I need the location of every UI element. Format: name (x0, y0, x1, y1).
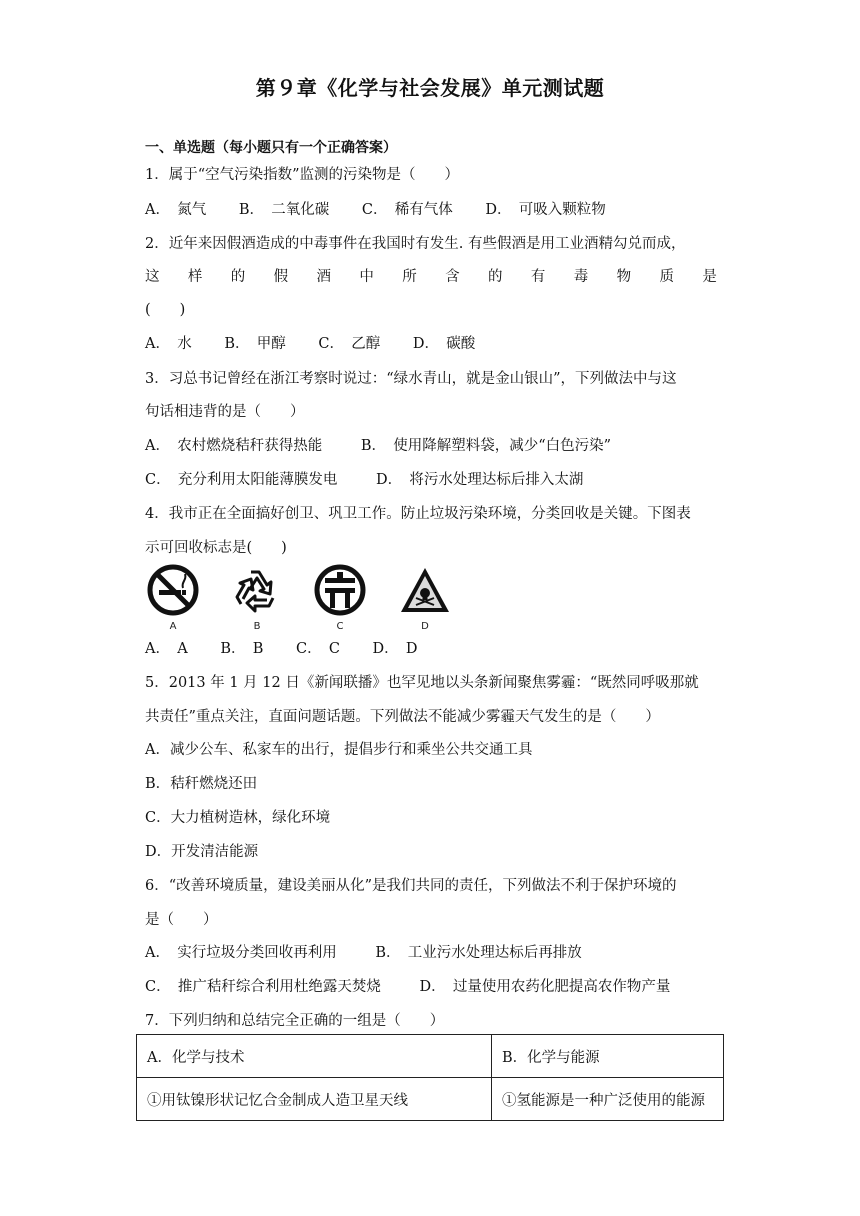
q3-option-d: D． 将污水处理达标后排入太湖 (375, 472, 584, 488)
q2-char: 毒 (573, 269, 589, 285)
q3-line2: 句话相违背的是（ ） (145, 404, 305, 420)
q2-options (145, 332, 475, 353)
no-smoking-icon (145, 562, 201, 618)
sign-b (229, 562, 285, 632)
q2-char: 质 (659, 269, 674, 285)
q1-option-c: C． 稀有气体 (361, 202, 453, 218)
toxic-warning-icon (397, 562, 453, 618)
q5-line2: 共责任”重点关注，直面问题话题。下列做法不能减少雾霾天气发生的是（ ） (145, 709, 660, 725)
q4-line1: 4．我市正在全面搞好创卫、巩卫工作。防止垃圾污染环境，分类回收是关键。下图表 (145, 506, 691, 522)
q4-option-c: C． C (295, 641, 340, 657)
sign-a (145, 562, 201, 632)
q6-option-d: D． 过量使用农药化肥提高农作物产量 (419, 979, 671, 995)
q3-option-a: A． 农村燃烧秸秆获得热能 (145, 438, 323, 454)
q2-option-a: A． 水 (145, 336, 192, 352)
q6-line2: 是（ ） (145, 912, 218, 928)
q2-char: 物 (616, 269, 632, 285)
sign-label-a: A (169, 621, 177, 632)
q2-char: 的 (488, 269, 503, 285)
q2-char: 样 (187, 269, 203, 285)
q5-option-b: B．秸秆燃烧还田 (145, 776, 258, 792)
q6-options-row2 (145, 975, 670, 996)
section-heading: 一、单选题（每小题只有一个正确答案） (145, 140, 397, 156)
q3-options-row2 (145, 468, 583, 489)
sign-label-d: D (421, 621, 429, 632)
table-cell: ①用钛镍形状记忆合金制成人造卫星天线 (137, 1078, 492, 1121)
q6-option-c: C． 推广秸秆综合利用杜绝露天焚烧 (145, 979, 381, 995)
q3-line1: 3．习总书记曾经在浙江考察时说过：“绿水青山，就是金山银山”，下列做法中与这 (145, 371, 677, 387)
q6-option-b: B． 工业污水处理达标后再排放 (375, 945, 582, 961)
q1-stem: 1．属于“空气污染指数”监测的污染物是（ ） (145, 167, 460, 183)
q2-option-d: D． 碳酸 (412, 336, 476, 352)
q4-options (145, 637, 418, 658)
page-title: 第９章《化学与社会发展》单元测试题 (255, 76, 605, 100)
q2-char: 是 (702, 269, 717, 285)
q6-line1: 6．“改善环境质量，建设美丽从化”是我们共同的责任，下列做法不利于保护环境的 (145, 878, 677, 894)
q5-option-a: A．减少公车、私家车的出行，提倡步行和乘坐公共交通工具 (145, 742, 533, 758)
table-row (137, 1035, 724, 1078)
q2-char: 的 (230, 269, 246, 285)
q4-option-d: D． D (372, 641, 418, 657)
q5-option-c: C．大力植树造林，绿化环境 (145, 810, 331, 826)
sign-d (397, 562, 453, 632)
table-cell: ①氢能源是一种广泛使用的能源 (492, 1078, 724, 1121)
q4-option-b: B． B (220, 641, 264, 657)
q7-table (136, 1034, 724, 1121)
water-saving-icon (312, 562, 368, 618)
table-row (137, 1078, 724, 1121)
q5-option-d: D．开发清洁能源 (145, 844, 259, 860)
q4-line2: 示可回收标志是( ) (145, 540, 287, 556)
q3-options-row1 (145, 434, 611, 455)
q2-char: 这 (145, 269, 160, 285)
q5-line1: 5．2013 年 1 月 12 日《新闻联播》也罕见地以头条新闻聚焦雾霾：“既然同呼吸那就 (145, 675, 699, 691)
q6-options-row1 (145, 941, 582, 962)
sign-c (312, 562, 368, 632)
q2-char: 假 (273, 269, 289, 285)
q2-char: 酒 (316, 269, 331, 285)
sign-label-c: C (336, 621, 344, 632)
q1-option-d: D． 可吸入颗粒物 (485, 202, 606, 218)
q4-option-a: A． A (145, 641, 188, 657)
table-cell: B．化学与能源 (492, 1035, 724, 1078)
q7-stem: 7．下列归纳和总结完全正确的一组是（ ） (145, 1013, 445, 1029)
q2-char: 含 (445, 269, 460, 285)
q2-option-b: B． 甲醇 (224, 336, 286, 352)
q3-option-b: B． 使用降解塑料袋，减少“白色污染” (360, 438, 612, 454)
q2-char: 中 (359, 269, 374, 285)
q2-line3: ( ) (145, 302, 186, 318)
q1-option-b: B． 二氧化碳 (238, 202, 330, 218)
recycle-icon (229, 562, 285, 618)
q3-option-c: C． 充分利用太阳能薄膜发电 (145, 472, 338, 488)
q6-option-a: A． 实行垃圾分类回收再利用 (145, 945, 337, 961)
q2-option-c: C． 乙醇 (318, 336, 381, 352)
q1-options (145, 198, 606, 219)
table-cell: A．化学与技术 (137, 1035, 492, 1078)
q2-char: 有 (530, 269, 546, 285)
q2-line1: 2．近年来因假酒造成的中毒事件在我国时有发生. 有些假酒是用工业酒精勾兑而成， (145, 236, 686, 252)
q1-option-a: A． 氮气 (145, 202, 207, 218)
q4-sign-figure (145, 562, 465, 632)
q2-char: 所 (402, 269, 417, 285)
sign-label-b: B (253, 621, 261, 632)
q2-line2 (145, 265, 717, 286)
